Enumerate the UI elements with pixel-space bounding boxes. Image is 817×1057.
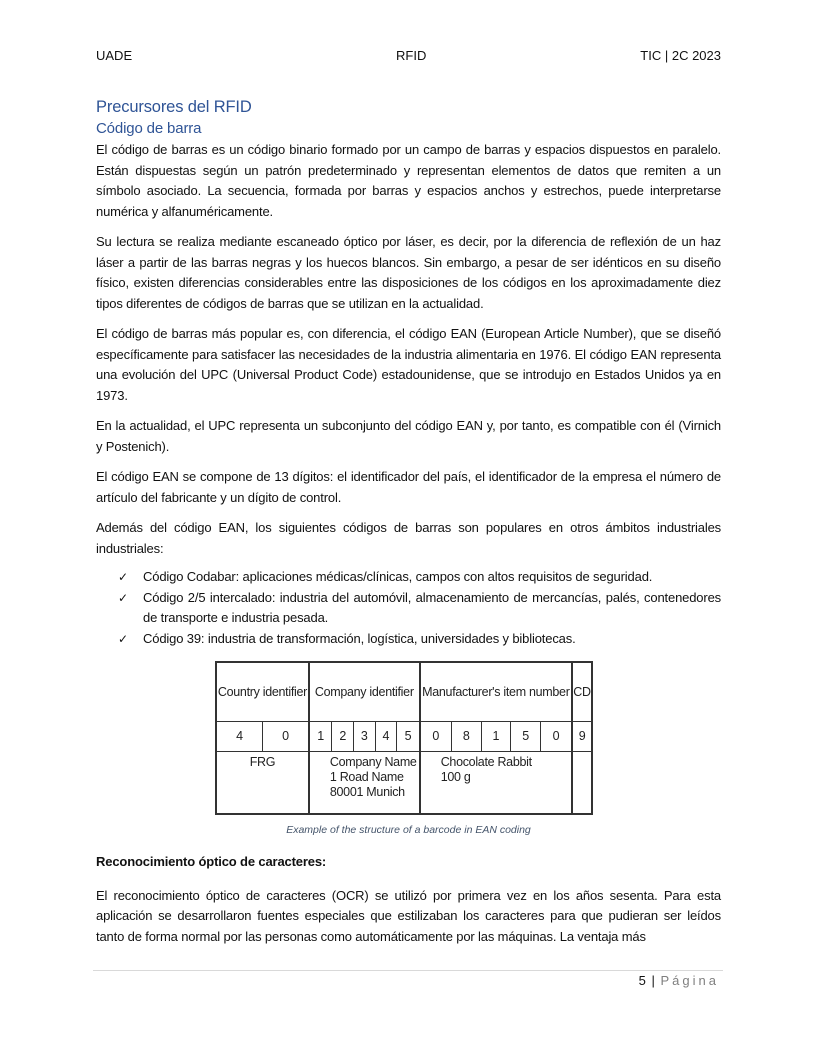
footer-separator: | [651,973,655,988]
company-header: Company identifier [309,662,420,722]
list-item-text: Código 2/5 intercalado: industria del automóvil, almacenamiento de mercancías, palés, contenedores de transporte e industria pesada. [143,589,721,625]
digit-cell: 1 [309,722,332,752]
list-item-text: Código 39: industria de transformación, logística, universidades y bibliotecas. [143,630,576,646]
paragraph: El código de barras más popular es, con diferencia, el código EAN (European Article Number), que se diseñó específicamente para satisfacer las necesidades de la industria alimentaria en 1976. El código EAN representa una evolución del UPC (Universal Product Code) estadounidense, que se introdujo en Estados Unidos ya en 1973. [96,326,721,403]
digit-cell: 0 [420,722,452,752]
figure-caption: Example of the structure of a barcode in EAN coding [286,824,531,836]
company-name: Company Name [329,755,417,769]
country-info: FRG [216,752,309,815]
footer-divider [93,970,723,971]
digit-cell: 5 [397,722,420,752]
list-item [118,588,721,629]
table-header-row [216,662,592,722]
header-left: UADE [96,48,133,63]
cd-header: CD [572,662,592,722]
digit-cell: 3 [353,722,375,752]
checkmark-icon: ✓ [118,590,128,605]
checkmark-icon: ✓ [118,570,128,584]
checkmark-icon: ✓ [118,631,128,646]
digit-cell: 2 [332,722,354,752]
section-title: Precursores del RFID [96,98,252,116]
list-item [118,567,721,588]
list-item [118,629,721,650]
page-footer [639,973,719,988]
section-subtitle: Código de barra [96,120,202,137]
cd-info [572,752,592,815]
digit-cell: 8 [451,722,481,752]
paragraph: El código de barras es un código binario formado por un campo de barras y espacios dispuestos en paralelo. Están dispuestas según un patrón predeterminado y representan elementos de datos que remiten a un símbolo asociado. La secuencia, formada por barras y espacios anchos y estrechos, puede interpretarse numérica y alfanuméricamente. [96,142,721,219]
table-digits-row [216,722,592,752]
digit-cell: 5 [511,722,541,752]
list-item-text: Código Codabar: aplicaciones médicas/clínicas, campos con altos requisitos de seguridad. [143,569,653,584]
company-address: 1 Road Name [329,770,404,784]
ean-structure-table [215,661,593,815]
digit-cell: 1 [481,722,511,752]
barcode-types-list [96,567,721,649]
ean-structure-figure [215,661,593,812]
item-name: Chocolate Rabbit [440,755,532,769]
document-body [96,96,721,649]
digit-cell: 4 [375,722,397,752]
item-info [420,752,572,815]
company-city: 80001 Munich [329,785,405,799]
paragraph: El código EAN se compone de 13 dígitos: el identificador del país, el identificador de la empresa el número de artículo del fabricante y un dígito de control. [96,469,721,505]
paragraph: Además del código EAN, los siguientes códigos de barras son populares en otros ámbitos industriales industriales: [96,520,721,556]
manufacturer-header: Manufacturer's item number [420,662,572,722]
company-info [309,752,420,815]
table-info-row [216,752,592,815]
digit-cell: 0 [262,722,308,752]
page-label: Página [660,973,719,988]
digit-cell: 9 [572,722,592,752]
page-number: 5 [638,973,646,988]
paragraph: Su lectura se realiza mediante escaneado óptico por láser, es decir, por la diferencia de reflexión de un haz láser a partir de las barras negras y los huecos blancos. Sin embargo, a pesar de ser idénticos en su diseño físico, existen diferencias considerables entre las disposiciones de los códigos en los aproximadamente diez tipos diferentes de códigos de barras que se utilizan en la actualidad. [96,234,721,311]
page-header [96,48,721,68]
digit-cell: 4 [216,722,262,752]
item-weight: 100 g [440,770,471,784]
header-right: TIC | 2C 2023 [640,48,721,63]
ocr-section [96,852,721,957]
country-header: Country identifier [216,662,309,722]
header-center: RFID [396,48,427,63]
digit-cell: 0 [540,722,572,752]
ocr-title: Reconocimiento óptico de caracteres: [96,854,327,869]
paragraph: En la actualidad, el UPC representa un subconjunto del código EAN y, por tanto, es compatible con él (Virnich y Postenich). [96,418,721,454]
paragraph: El reconocimiento óptico de caracteres (OCR) se utilizó por primera vez en los años sesenta. Para esta aplicación se desarrollaron fuentes especiales que estilizaban los caracteres para que pudieran ser leídos tanto de forma normal por las personas como automáticamente por las máquinas. La ventaja más [96,887,721,944]
